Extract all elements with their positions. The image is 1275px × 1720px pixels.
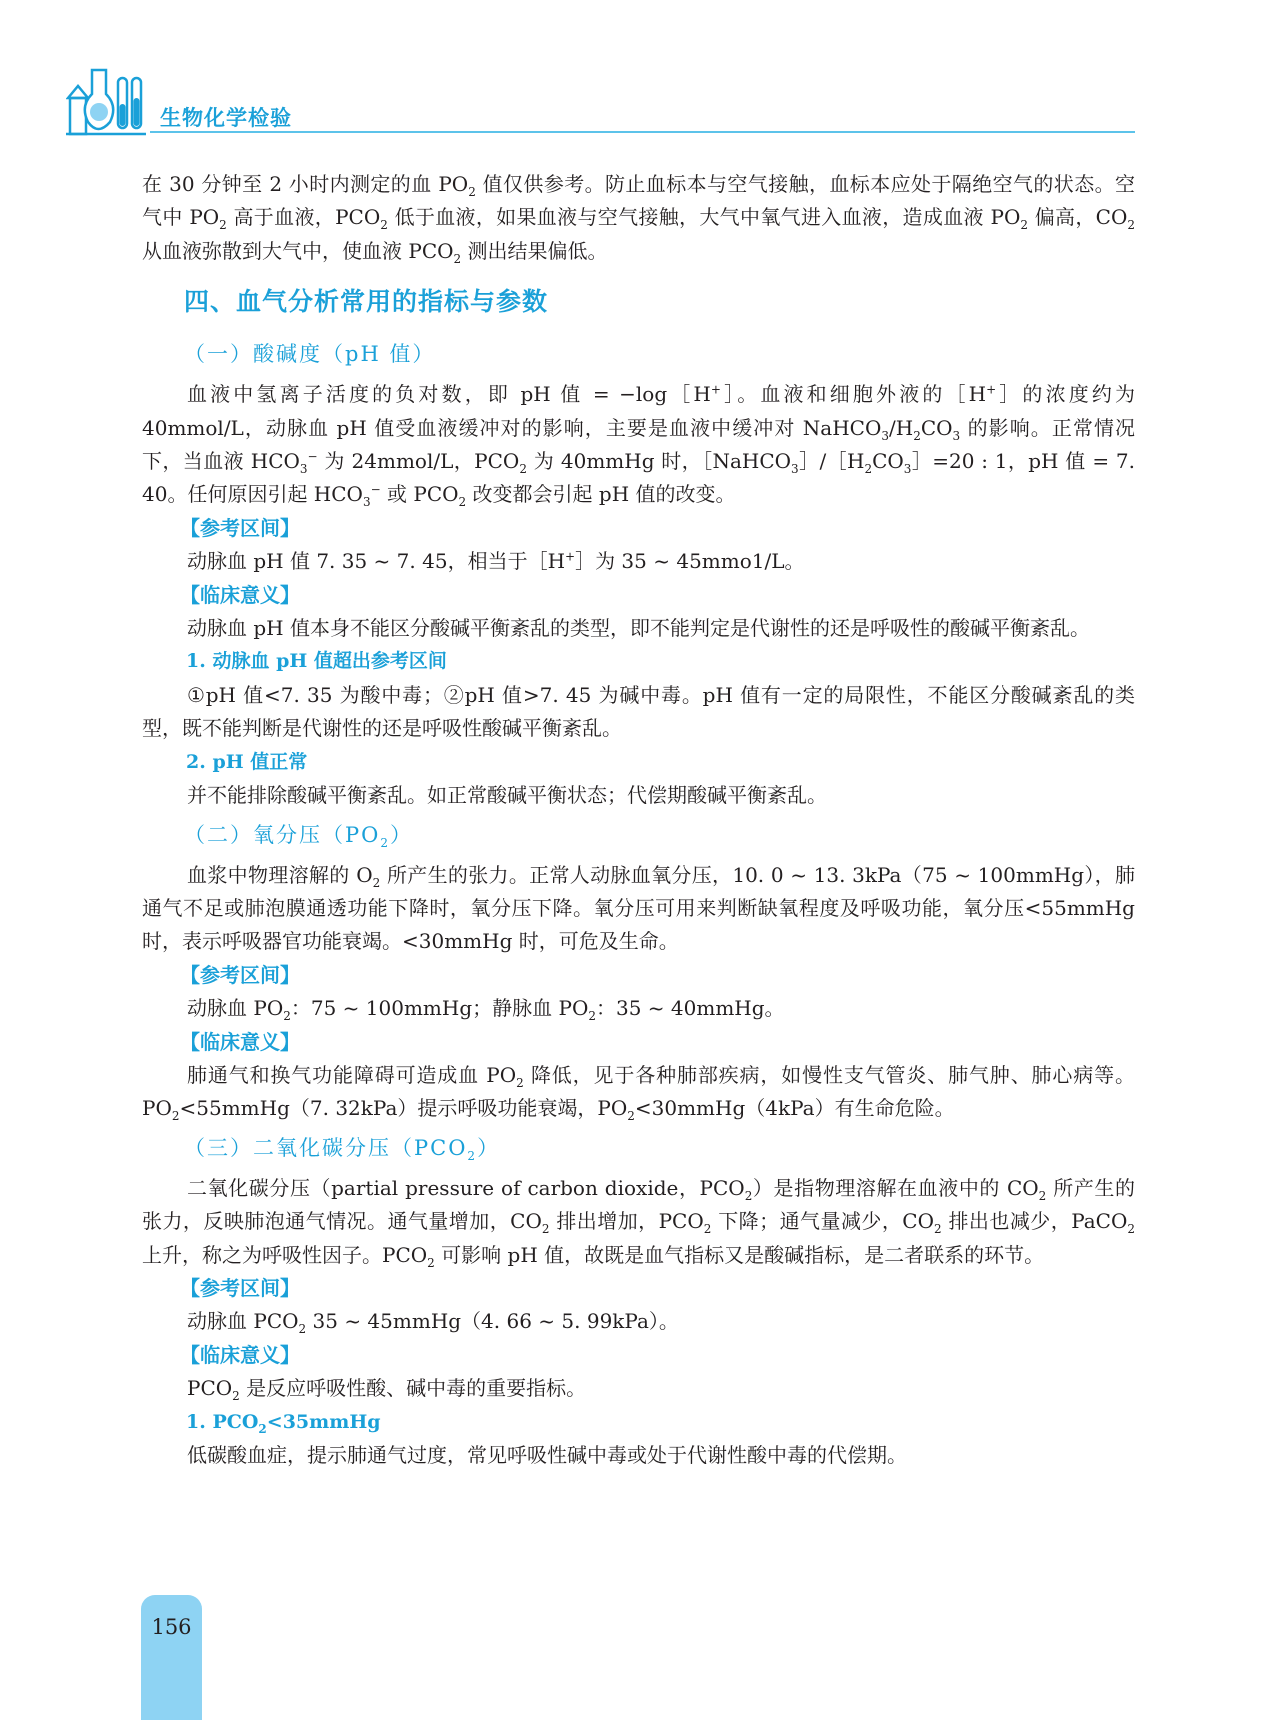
clinical-significance-label: 【临床意义】 (180, 1029, 300, 1054)
po2-paragraph: 血浆中物理溶解的 $O_2$ 所产生的张力。正常人动脉血氧分压，10. 0 ~ 13. 3kPa（75 ~ 100mmHg），肺通气不足或肺泡膜通透功能下降时，氧分压下降。氧分压可用来判断缺氧程度及呼吸功能，氧分压<55mmHg 时，表示呼吸器官功能衰竭。<30mmHg 时，可危及生命。 (142, 862, 1135, 954)
page-number: 156 (151, 1615, 192, 1639)
intro-paragraph: 在 30 分钟至 2 小时内测定的血 $PO_2$ 值仅供参考。防止血标本与空气接触，血标本应处于隔绝空气的状态。空气中 $PO_2$ 高于血液，$PCO_2$ 低于血液，如果血液与空气接触，大气中氧气进入血液，造成血液 $PO_2$ 偏高，$CO_2$ 从血液弥散到大气中，使血液 $PCO_2$ 测出结果偏低。 (142, 172, 1135, 266)
subsection-heading-ph: （一）酸碱度（pH 值） (184, 342, 436, 367)
clinical-significance-label: 【临床意义】 (180, 1342, 300, 1367)
reference-range-label: 【参考区间】 (180, 515, 300, 540)
page-number-tab (141, 1595, 202, 1720)
page-header (0, 0, 1275, 140)
pco2-reference-range: 动脉血 $PCO_2$ 35 ~ 45mmHg（4. 66 ~ 5. 99kPa）。 (187, 1309, 679, 1337)
ph-reference-range: 动脉血 pH 值 7. 35 ~ 7. 45，相当于［H+］为 35 ~ 45mmo1/L。 (187, 549, 805, 574)
reference-range-label: 【参考区间】 (180, 1275, 300, 1300)
subsection-heading-po2: （二）氧分压$(PO_2)$ (184, 822, 413, 850)
pco2-paragraph: 二氧化碳分压（partial pressure of carbon dioxide，$PCO_2$）是指物理溶解在血液中的 $CO_2$ 所产生的张力，反映肺泡通气情况。通气量增加，$CO_2$ 排出增加，$PCO_2$ 下降；通气量减少，$CO_2$ 排出也减少，PaCO$_2$ 上升，称之为呼吸性因子。$PCO_2$ 可影响 pH 值，故既是血气指标又是酸碱指标，是二者联系的环节。 (142, 1175, 1136, 1270)
ph-item-1-text: ①pH 值<7. 35 为酸中毒；②pH 值>7. 45 为碱中毒。pH 值有一定的局限性，不能区分酸碱紊乱的类型，既不能判断是代谢性的还是呼吸性酸碱平衡紊乱。 (142, 682, 1135, 741)
subsection-heading-pco2: （三）二氧化碳分压$(PCO_2)$ (184, 1135, 501, 1163)
page-content (142, 168, 1135, 1472)
header-divider (150, 131, 1135, 133)
reference-range-label: 【参考区间】 (180, 962, 300, 987)
clinical-significance-label: 【临床意义】 (180, 582, 300, 607)
lab-flask-test-tubes-icon (66, 64, 146, 136)
pco2-item-1-text: 低碳酸血症，提示肺通气过度，常见呼吸性碱中毒或处于代谢性酸中毒的代偿期。 (187, 1443, 907, 1467)
ph-clinical-significance: 动脉血 pH 值本身不能区分酸碱平衡紊乱的类型，即不能判定是代谢性的还是呼吸性的酸碱平衡紊乱。 (187, 616, 1090, 641)
ph-item-2-text: 并不能排除酸碱平衡紊乱。如正常酸碱平衡状态；代偿期酸碱平衡紊乱。 (187, 783, 827, 808)
ph-item-2-heading: 2. pH 值正常 (186, 750, 308, 773)
pco2-clinical-significance: $PCO_2$ 是反应呼吸性酸、碱中毒的重要指标。 (187, 1376, 587, 1404)
ph-paragraph: 血液中氢离子活度的负对数，即 pH 值 = −log［H+］。血液和细胞外液的［H+］的浓度约为 40mmol/L，动脉血 pH 值受血液缓冲对的影响，主要是血液中缓冲对 $NaHCO_3/H_2CO_3$ 的影响。正常情况下，当血液 $HCO_3^-$ 为 24mmol/L，$PCO_2$ 为 40mmHg 时，$[NaHCO_3]/[H_2CO_3]=20$ : 1，pH 值 = 7. 40。任何原因引起 $HCO_3^-$ 或 $PCO_2$ 改变都会引起 pH 值的改变。 (142, 382, 1135, 510)
ph-item-1-heading: 1. 动脉血 pH 值超出参考区间 (186, 650, 447, 673)
po2-clinical-significance: 肺通气和换气功能障碍可造成血 $PO_2$ 降低，见于各种肺部疾病，如慢性支气管炎、肺气肿、肺心病等。$PO_2<55mmHg(7$. 32kPa）提示呼吸功能衰竭，$PO_2<30mmHg(4kPa)$有生命危险。 (142, 1062, 1135, 1124)
book-title: 生物化学检验 (160, 106, 292, 130)
po2-reference-range: 动脉血 $PO_2$：75 ~ 100mmHg；静脉血 $PO_2$：35 ~ 40mmHg。 (187, 996, 785, 1024)
pco2-item-1-heading: 1. $PCO_2<35mmHg$ (186, 1410, 381, 1436)
section-heading: 四、血气分析常用的指标与参数 (184, 287, 549, 317)
